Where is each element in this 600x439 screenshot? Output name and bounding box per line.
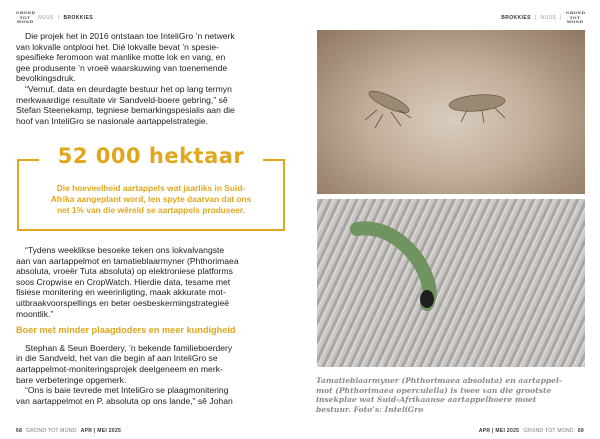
larva-photo — [317, 199, 585, 367]
paragraph — [16, 31, 291, 84]
paragraph — [16, 343, 291, 385]
separator: | — [534, 14, 537, 21]
text-line: Stephan & Seun Boerdery, ’n bekende familieboerdery — [25, 342, 233, 353]
text-line: van aartappelmot en P. absoluta op ons lande,” sê Johan — [16, 395, 233, 406]
subsection-label: BROKKIES — [63, 14, 94, 21]
text-line: Die projek het in 2016 ontstaan toe InteliGro ’n netwerk — [25, 31, 235, 41]
text-line: “Ons is baie tevrede met InteliGro se plaagmonitering — [25, 385, 229, 396]
issue-date: APR | MEI 2025 — [80, 428, 122, 434]
page-number: 68 — [16, 428, 23, 434]
header-left — [16, 11, 93, 25]
section-label: NUUS — [38, 14, 54, 21]
text-line: gee produsente ’n vroeë waarskuwing van toenemende — [16, 62, 228, 73]
callout-corner-right — [263, 159, 285, 168]
text-line: spesifieke feromoon wat manlike motte lok en vang, en — [16, 52, 226, 63]
text-line: bestuur. Foto’s: InteliGro — [316, 404, 424, 414]
publication-name: GROND TOT MOND — [26, 428, 77, 434]
section-label: NUUS — [540, 14, 557, 21]
text-line: fisiese monitering en weerinligting, maak akkurate mot- — [16, 287, 226, 298]
issue-date: APR | MEI 2025 — [478, 428, 520, 434]
callout-corner-left — [17, 159, 39, 168]
separator: | — [57, 14, 60, 21]
text-line: moontlik.” — [16, 308, 54, 319]
text-line: mot (Phthorimaea operculella) is twee van die grootste — [316, 385, 552, 395]
paragraph — [16, 84, 291, 126]
magazine-logo: GROND TOT MOND — [566, 10, 586, 24]
text-line: Die hoeveelheid aartappels wat jaarliks in Suid- — [56, 183, 246, 193]
subsection-label: BROKKIES — [501, 14, 531, 21]
text-line: Stefan Steenekamp, tegniese bemarkingspesialis aan die — [16, 105, 235, 116]
text-line: bevolkingsdruk. — [16, 73, 76, 84]
page-number: 69 — [577, 428, 584, 434]
text-line: Tamatieblaarmyner (Phthorimaea absoluta) en aartappel- — [316, 376, 563, 385]
text-line: net 1% van die wêreld se aartappels produseer. — [56, 205, 246, 215]
text-line: absoluta, vroeër Tuta absoluta) op elektroniese platforms — [16, 266, 233, 277]
moth-illustration — [317, 30, 585, 194]
body-text-bottom — [16, 245, 291, 406]
text-line: uitbraakvoorspellings en beter oesbeskermingstrategieë — [16, 297, 230, 308]
paragraph — [16, 385, 291, 406]
callout-title: 52 000 hektaar — [57, 144, 245, 168]
paragraph — [16, 245, 291, 319]
moths-photo — [317, 30, 585, 194]
separator: | — [560, 14, 562, 21]
text-line: van lokvalle ontplooi het. Dié lokvalle bevat ’n spesie- — [16, 41, 220, 52]
text-line: soos Cropwise en CropWatch. Hierdie data, tesame met — [16, 276, 231, 287]
subheading: Boer met minder plaagdoders en meer kundigheid — [16, 325, 236, 336]
footer-right — [479, 428, 584, 434]
header-right — [501, 11, 584, 25]
photo-caption — [316, 376, 591, 414]
text-line: “Vernuf, data en deurdagte bestuur het op lang termyn — [25, 83, 232, 94]
text-line: aan van aartappelmot en tamatieblaarmyner (Phthorimaea — [16, 255, 239, 266]
text-line: Afrika aangeplant word, ten spyte daarvan dat ons — [50, 194, 252, 204]
text-line: hoof van InteliGro se nasionale aartappelstrategie. — [16, 115, 209, 126]
magazine-logo: GROND TOT MOND — [16, 10, 36, 24]
text-line: merkwaardige resultate vir Sandveld-boere gebring,” sê — [16, 94, 228, 105]
footer-left — [16, 428, 121, 434]
larva-illustration — [317, 199, 585, 367]
publication-name: GROND TOT MOND — [523, 428, 574, 434]
text-line: aartappelmot-moniteringsprojek deelgeneem en merk- — [16, 363, 223, 374]
text-line: “Tydens weeklikse besoeke teken ons lokvalvangste — [25, 245, 225, 255]
text-line: in die Sandveld, het van die begin af aan InteliGro se — [16, 353, 218, 364]
text-line: insekplae wat Suid-Afrikaanse aartappelboere moet — [316, 395, 537, 405]
body-text-top — [16, 31, 291, 126]
text-line: bare verbeteringe opgemerk. — [16, 374, 127, 385]
callout-text — [20, 183, 282, 216]
